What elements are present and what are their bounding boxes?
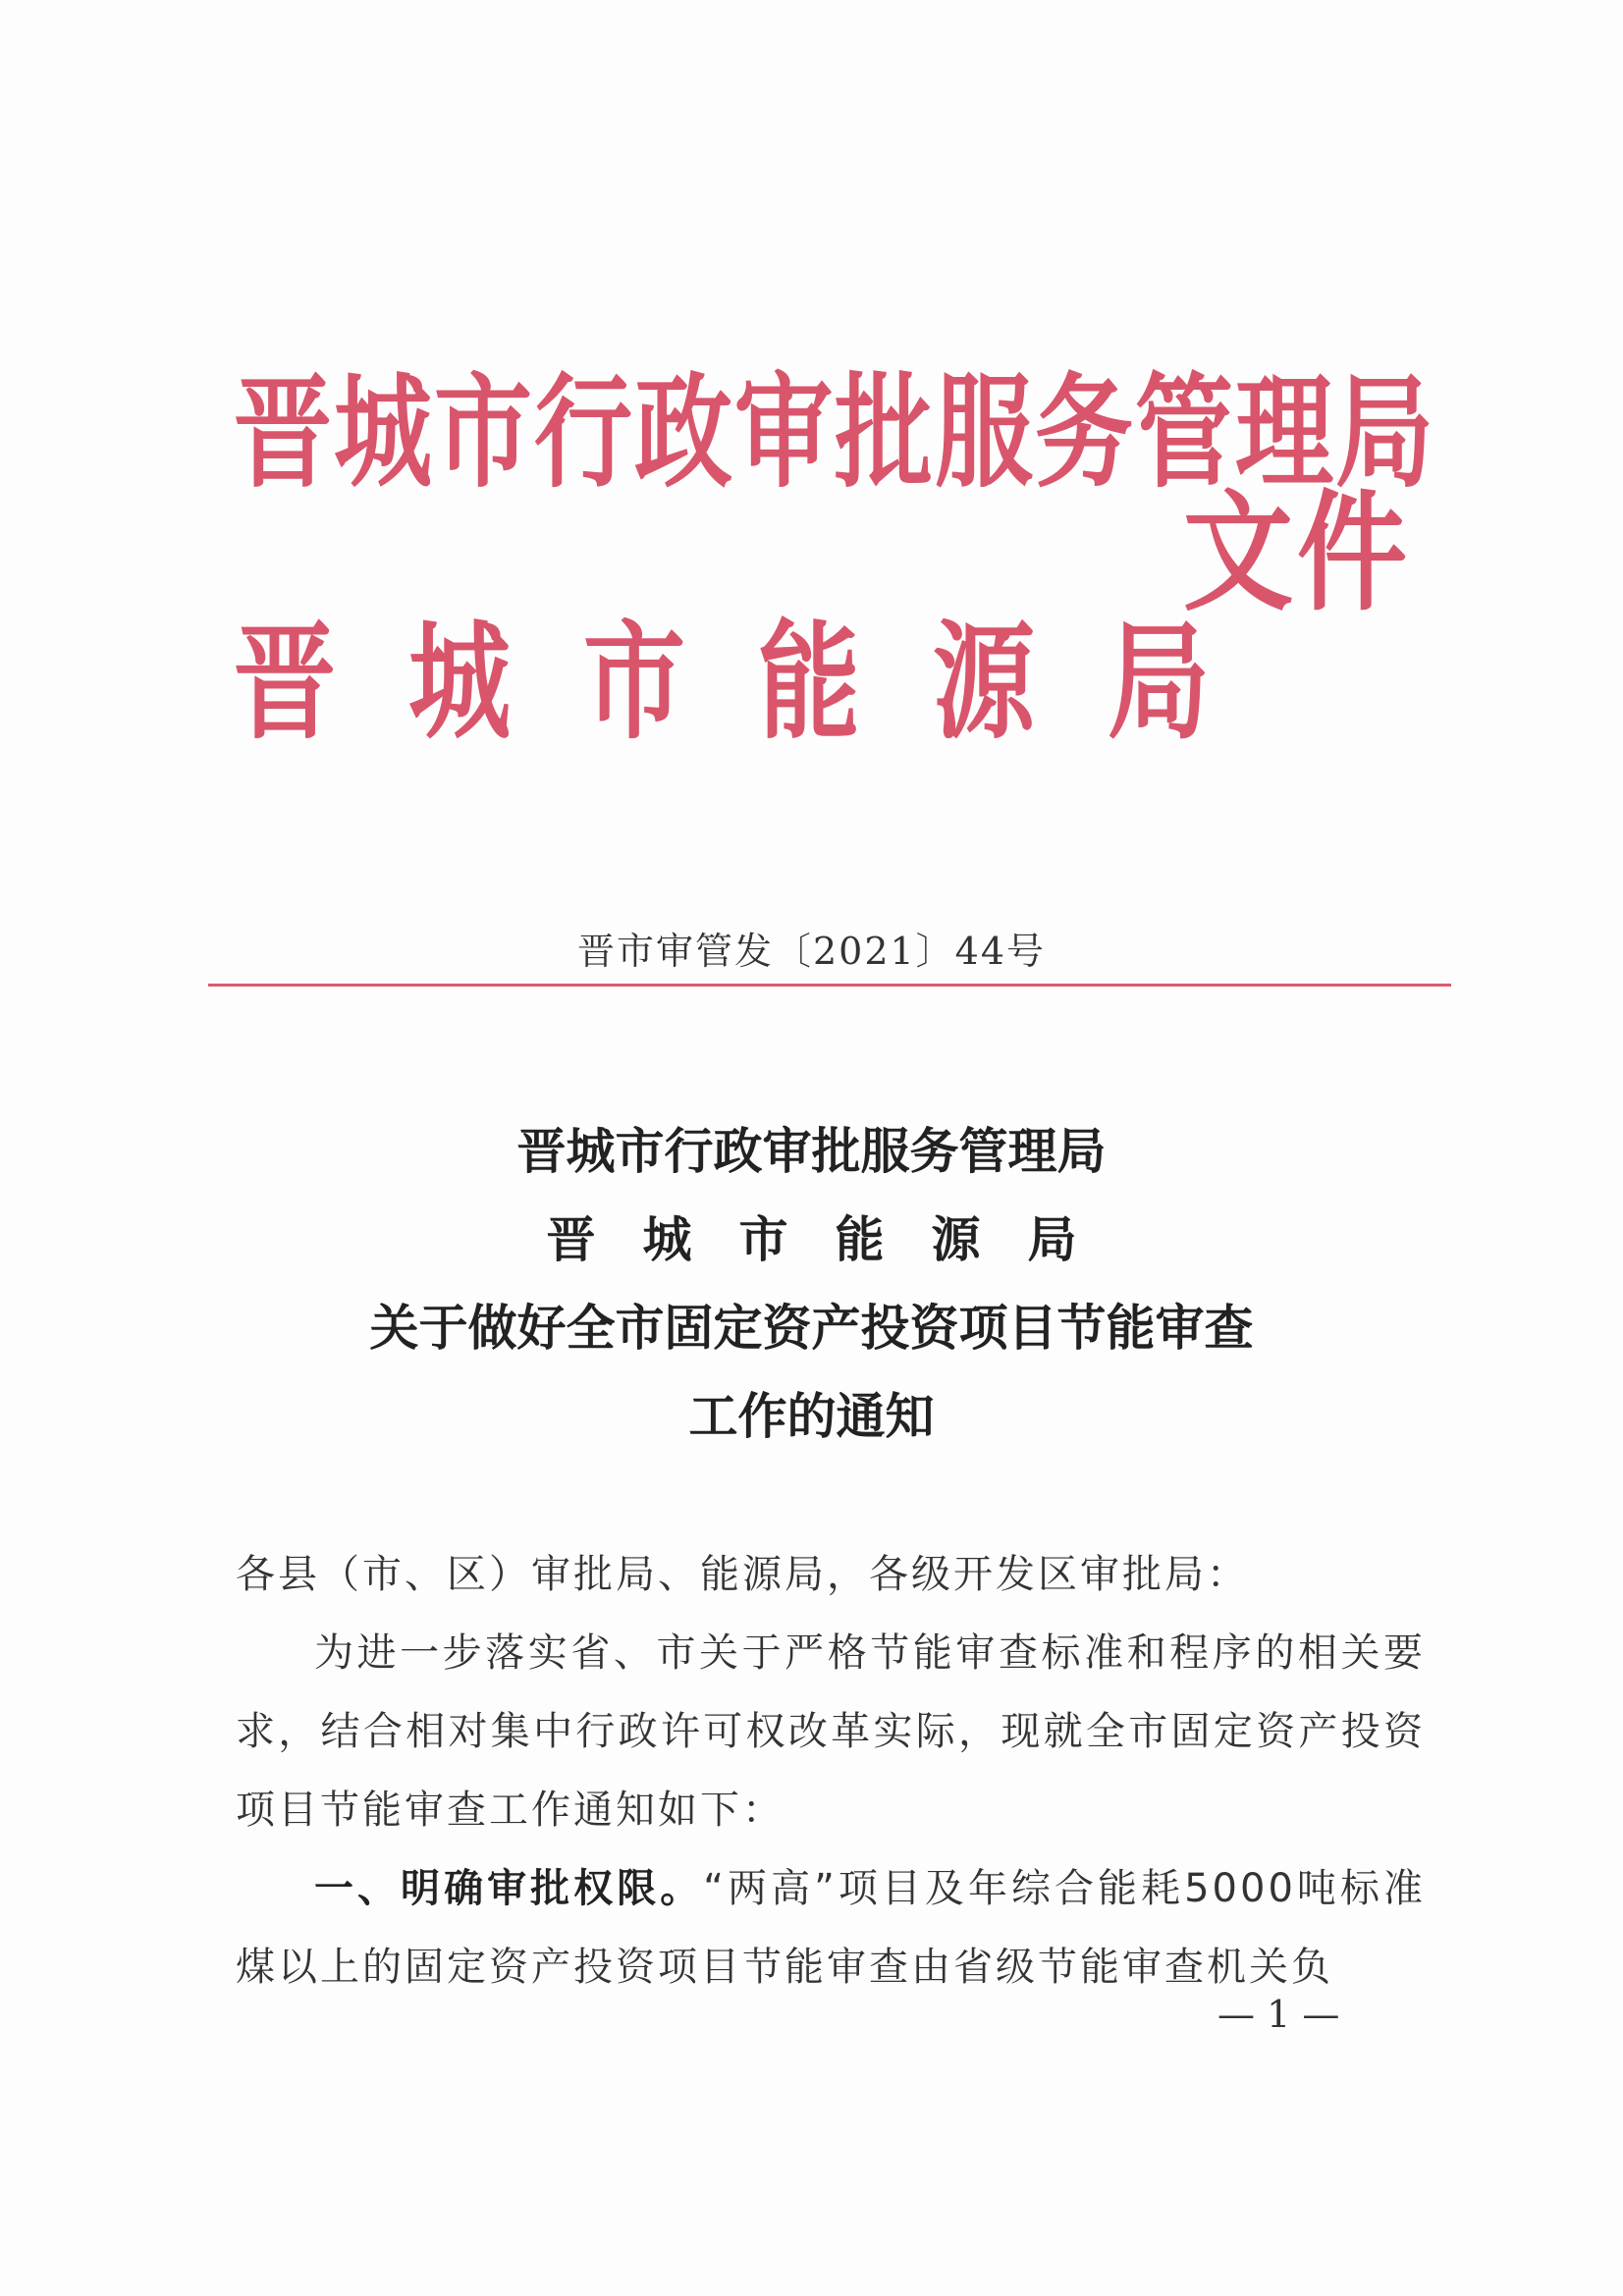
masthead-org-line-2: 晋城市能源局 <box>234 607 1283 758</box>
notice-title <box>0 1107 1623 1461</box>
body-text <box>236 1535 1426 2006</box>
masthead-org-line-1: 晋城市行政审批服务管理局 <box>234 360 1435 505</box>
section-1-paragraph <box>236 1849 1426 2006</box>
title-line-2: 晋城市能源局 <box>546 1211 1124 1268</box>
page-number: — 1 — <box>1217 1993 1340 2036</box>
title-line-4: 工作的通知 <box>688 1388 935 1445</box>
document-number: 晋市审管发〔2021〕44号 <box>576 930 1047 973</box>
red-separator-line <box>208 984 1451 987</box>
section-1-text: “两高”项目及年综合能耗5000吨标准煤以上的固定资产投资项目节能审查由省级节能审查机关负 <box>236 1866 1426 1990</box>
section-1-heading: 一、明确审批权限。 <box>314 1866 704 1911</box>
title-line-1: 晋城市行政审批服务管理局 <box>516 1123 1107 1180</box>
title-line-3: 关于做好全市固定资产投资项目节能审查 <box>369 1300 1254 1357</box>
intro-paragraph: 为进一步落实省、市关于严格节能审查标准和程序的相关要求，结合相对集中行政许可权改革实际，现就全市固定资产投资项目节能审查工作通知如下： <box>236 1630 1426 1833</box>
masthead-doc-type: 文件 <box>1183 478 1411 629</box>
salutation: 各县（市、区）审批局、能源局，各级开发区审批局： <box>236 1552 1249 1597</box>
